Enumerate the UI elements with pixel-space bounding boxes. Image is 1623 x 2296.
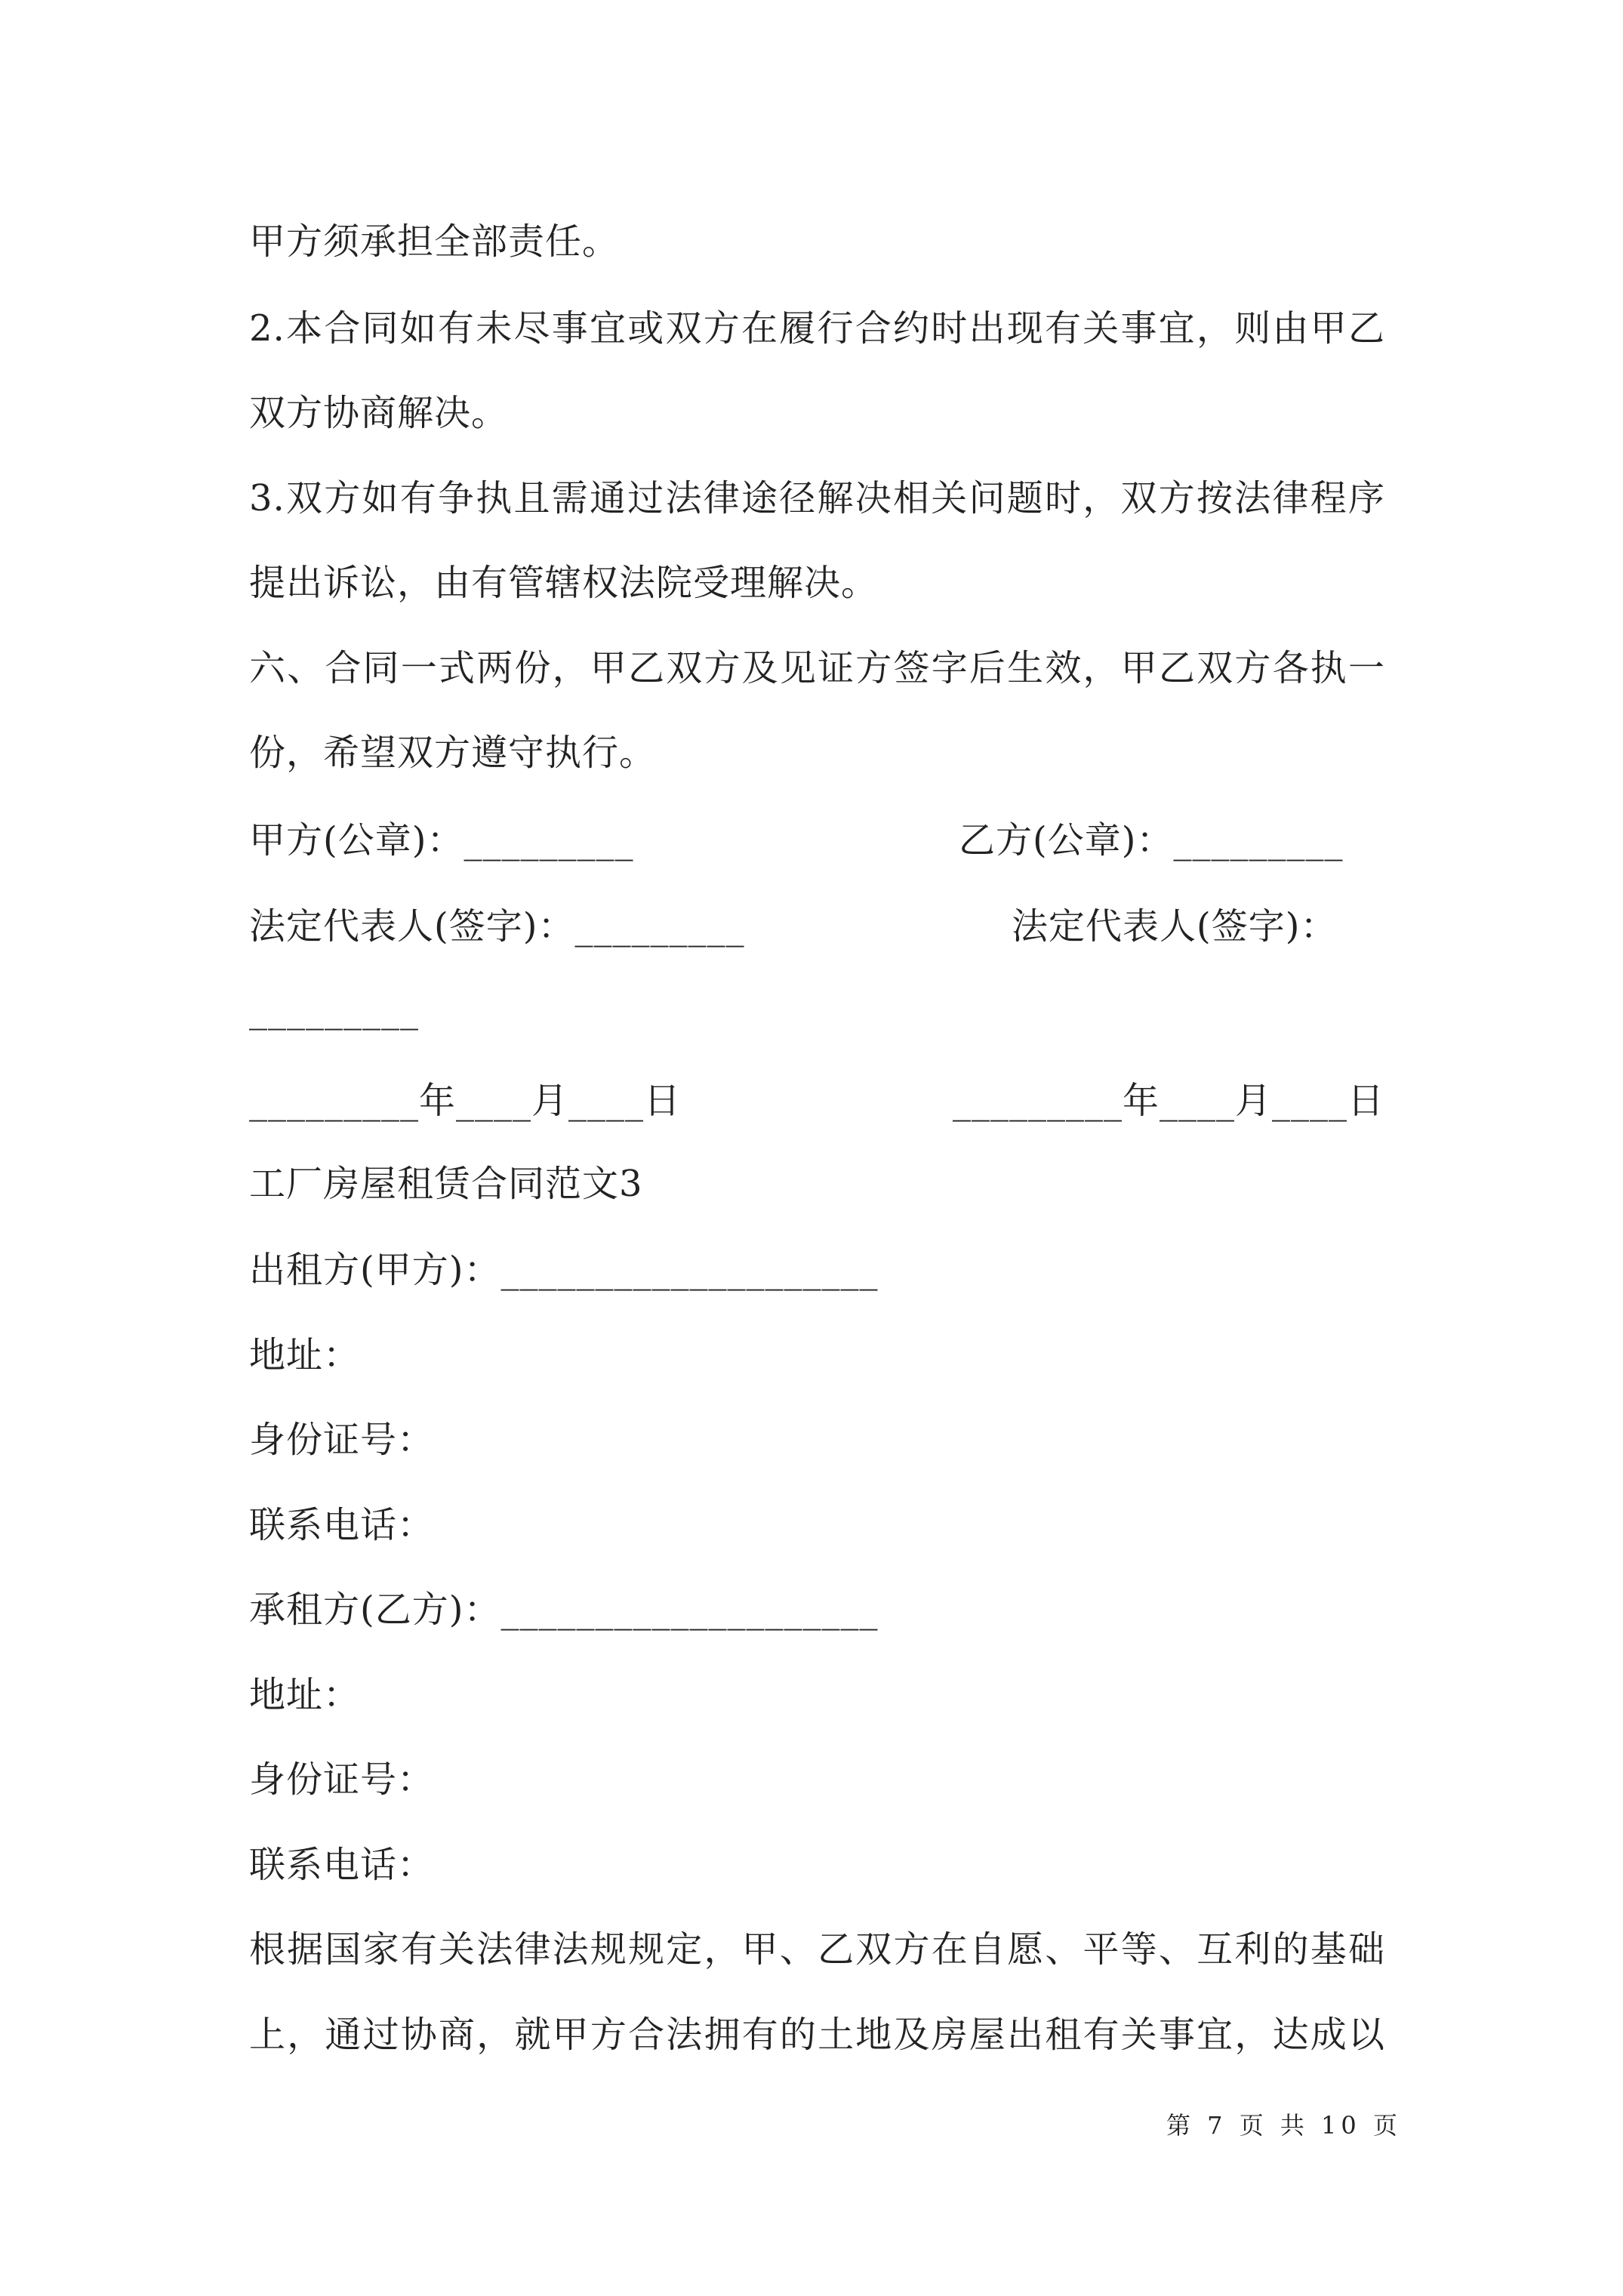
party-b-representative: 法定代表人(签字)： (1012, 905, 1338, 948)
lessor-id-number: 身份证号： (249, 1419, 435, 1461)
section-title: 工厂房屋租赁合同范文3 (249, 1163, 643, 1205)
body-line-1: 甲方须承担全部责任。 (249, 220, 620, 263)
party-b-date: _________年____月____日 (953, 1080, 1385, 1122)
body-line-3: 双方协商解决。 (249, 392, 509, 434)
lessee-label: 承租方(乙方)：____________________ (249, 1589, 879, 1631)
party-b-seal: 乙方(公章)：_________ (959, 819, 1344, 861)
party-b-representative-blank: _________ (249, 988, 419, 1031)
body-line-4: 3.双方如有争执且需通过法律途径解决相关问题时，双方按法律程序 (249, 477, 1385, 519)
lessee-id-number: 身份证号： (249, 1758, 435, 1801)
closing-line-2: 上，通过协商，就甲方合法拥有的土地及房屋出租有关事宜，达成以 (249, 2014, 1385, 2056)
lessor-address: 地址： (249, 1334, 361, 1376)
body-line-5: 提出诉讼，由有管辖权法院受理解决。 (249, 562, 879, 604)
body-line-6: 六、合同一式两份，甲乙双方及见证方签字后生效，甲乙双方各执一 (249, 647, 1385, 689)
body-line-7: 份，希望双方遵守执行。 (249, 732, 657, 774)
lessor-phone: 联系电话： (249, 1504, 435, 1546)
party-a-seal: 甲方(公章)：_________ (249, 819, 634, 861)
lessor-label: 出租方(甲方)：____________________ (249, 1249, 879, 1291)
body-line-2: 2.本合同如有未尽事宜或双方在履行合约时出现有关事宜，则由甲乙 (249, 307, 1385, 350)
closing-line-1: 根据国家有关法律法规规定，甲、乙双方在自愿、平等、互利的基础 (249, 1928, 1385, 1971)
lessee-phone: 联系电话： (249, 1844, 435, 1886)
party-a-date: _________年____月____日 (249, 1080, 682, 1122)
page-number: 第 7 页 共 10 页 (1166, 2111, 1402, 2140)
party-a-representative: 法定代表人(签字)：_________ (249, 905, 745, 948)
lessee-address: 地址： (249, 1674, 361, 1716)
